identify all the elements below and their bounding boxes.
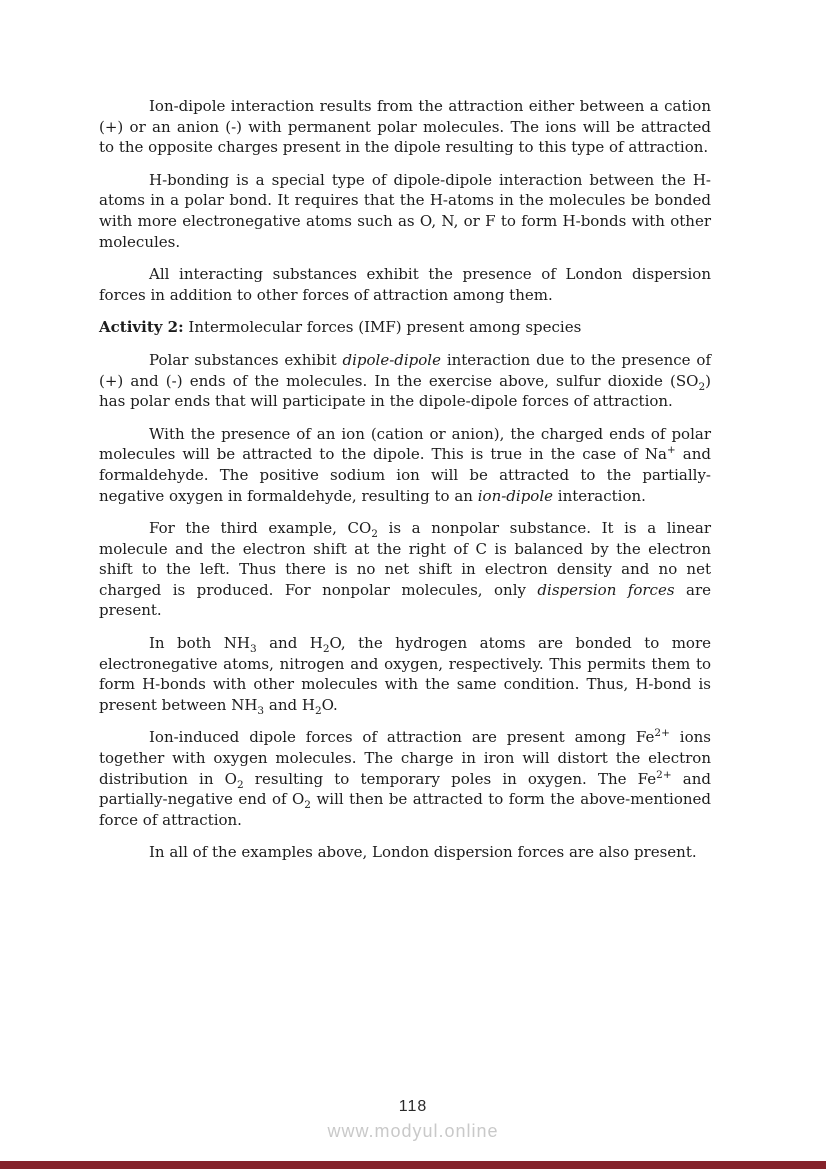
- para-h-bonding: H-bonding is a special type of dipole-dipole interaction between the H-atoms in a polar bond. It requires that the H-atoms in the molecules be bonded with more electronegative atoms such as O, N, or F to form H-bonds with other molecules.: [99, 170, 711, 251]
- para-closing: In all of the examples above, London dispersion forces are also present.: [149, 843, 697, 862]
- para-polar-substances: Polar substances exhibit dipole-dipole interaction due to the presence of (+) and (-) ends of the molecules. In the exercise above, sulfur dioxide $(SO_2)$ has polar ends that will participate in the dipole-dipole forces of attraction.: [99, 350, 712, 411]
- para-co2-nonpolar: For the third example, $CO_2$ is a nonpolar substance. It is a linear molecule and the electron shift at the right of C is balanced by the electron shift to the left. Thus there is no net shift in electron density and no net charged is produced. For nonpolar molecules, only dispersion forces are present.: [99, 519, 711, 620]
- text-block: [99, 96, 711, 875]
- para-ion-presence: With the presence of an ion (cation or anion), the charged ends of polar molecules will be attracted to the dipole. This is true in the case of Na+ and formaldehyde. The positive sodium ion will be attracted to the partially-negative oxygen in formaldehyde, resulting to an ion-dipole interaction.: [99, 424, 711, 505]
- para-nh3-h2o: In both $NH_3$ and $H_2O$, the hydrogen atoms are bonded to more electronegative atoms, nitrogen and oxygen, respectively. This permits them to form H-bonds with other molecules with the same condition. Thus, H-bond is present between $NH_3$ and $H_2O$.: [99, 634, 712, 717]
- para-london-dispersion: All interacting substances exhibit the presence of London dispersion forces in addition to other forces of attraction among them.: [99, 265, 711, 304]
- activity-2-heading: Activity 2: Intermolecular forces (IMF) present among species: [99, 318, 582, 337]
- watermark-url: www.modyul.online: [327, 1121, 499, 1141]
- para-ion-induced-dipole: Ion-induced dipole forces of attraction are present among $Fe^{2+}$ ions together with oxygen molecules. The charge in iron will distort the electron distribution in $O_2$ resulting to temporary poles in oxygen. The $Fe^{2+}$ and partially-negative end of $O_2$ will then be attracted to form the above-mentioned force of attraction.: [99, 727, 712, 829]
- para-ion-dipole-intro: Ion-dipole interaction results from the attraction either between a cation (+) or an anion (-) with permanent polar molecules. The ions will be attracted to the opposite charges present in the dipole resulting to this type of attraction.: [99, 97, 711, 157]
- footer-accent-bar: [0, 1161, 826, 1169]
- page-number: 118: [398, 1098, 428, 1115]
